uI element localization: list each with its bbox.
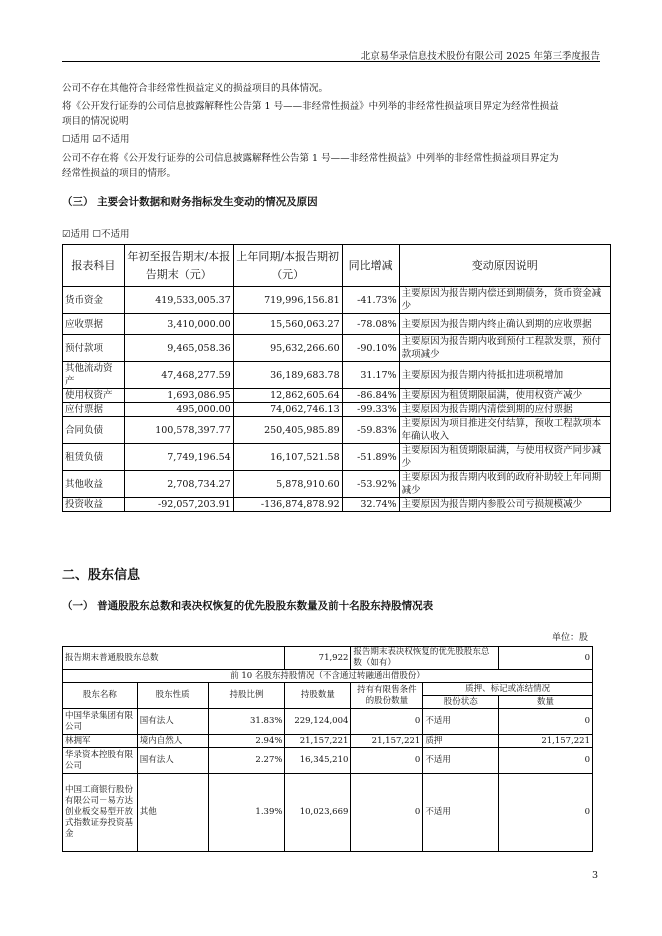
changes-table-row (63, 417, 611, 444)
holder-pledge-qty: 0 (499, 774, 593, 852)
row-change: 31.17% (342, 362, 399, 389)
col-holder-name: 股东名称 (63, 683, 138, 709)
holder-shares: 16,345,210 (285, 748, 351, 774)
row-change: -41.73% (342, 287, 399, 314)
note-line-1: 公司不存在其他符合非经常性损益定义的损益项目的具体情况。 (62, 83, 329, 94)
holder-shares: 21,157,221 (285, 735, 351, 748)
unit-label: 单位：股 (551, 633, 588, 643)
holder-pledge-qty: 0 (499, 748, 593, 774)
col-restricted-shares: 持有有限售条件的股份数量 (351, 683, 423, 709)
holder-type: 国有法人 (137, 748, 208, 774)
header-title: 北京易华录信息技术股份有限公司 2025 年第三季度报告 (360, 51, 600, 62)
col-holder-type: 股东性质 (137, 683, 208, 709)
note-line-2a: 将《公开发行证券的公司信息披露解释性公告第 1 号——非经常性损益》中列举的非经常性损益项目界定为经常性损益 (62, 101, 559, 112)
row-item: 合同负债 (63, 417, 125, 444)
holder-restricted: 21,157,221 (351, 735, 423, 748)
row-reason: 主要原因为租赁期限届满，使用权资产减少 (399, 389, 610, 403)
changes-table-row (63, 314, 611, 335)
row-reason: 主要原因为租赁期限届满，与使用权资产同步减少 (399, 444, 610, 471)
row-item: 货币资金 (63, 287, 125, 314)
changes-table-row (63, 403, 611, 417)
changes-table (62, 244, 611, 512)
holder-restricted: 0 (351, 774, 423, 852)
row-previous: 15,560,063.27 (233, 314, 342, 335)
holder-name: 林拥军 (63, 735, 138, 748)
row-current: 9,465,058.36 (124, 335, 233, 362)
holder-type: 国有法人 (137, 709, 208, 735)
col-share-status: 股份状态 (423, 696, 499, 709)
col-change: 同比增减 (342, 245, 399, 287)
pref-holders-label: 报告期末表决权恢复的优先股股东总数（如有） (351, 647, 499, 670)
row-previous: 74,062,746.13 (233, 403, 342, 417)
row-current: -92,057,203.91 (124, 498, 233, 512)
holder-row (63, 735, 593, 748)
row-reason: 主要原因为项目推进交付结算，预收工程款项本年确认收入 (399, 417, 610, 444)
row-current: 100,578,397.77 (124, 417, 233, 444)
col-previous: 上年同期/本报告期初（元） (233, 245, 342, 287)
row-previous: 95,632,266.60 (233, 335, 342, 362)
changes-table-row (63, 498, 611, 512)
section-3-title: （三） 主要会计数据和财务指标发生变动的情况及原因 (62, 196, 318, 208)
row-current: 1,693,086.95 (124, 389, 233, 403)
col-holding-pct: 持股比例 (208, 683, 285, 709)
changes-table-header (63, 245, 611, 287)
holder-name: 中国华录集团有限公司 (63, 709, 138, 735)
col-pledge-group: 质押、标记或冻结情况 (423, 683, 593, 696)
changes-table-row (63, 444, 611, 471)
row-previous: 5,878,910.60 (233, 471, 342, 498)
holder-shares: 10,023,669 (285, 774, 351, 852)
totals-row (63, 647, 593, 670)
shareholders-table (62, 646, 593, 852)
row-reason: 主要原因为报告期内清偿到期的应付票据 (399, 403, 610, 417)
holder-status: 不适用 (423, 709, 499, 735)
holder-restricted: 0 (351, 748, 423, 774)
row-change: -99.33% (342, 403, 399, 417)
row-change: -59.83% (342, 417, 399, 444)
row-previous: -136,874,878.92 (233, 498, 342, 512)
page-number: 3 (591, 870, 598, 881)
holder-pct: 31.83% (208, 709, 285, 735)
row-change: -90.10% (342, 335, 399, 362)
row-change: -53.92% (342, 471, 399, 498)
changes-table-row (63, 471, 611, 498)
row-reason: 主要原因为报告期内参股公司亏损规模减少 (399, 498, 610, 512)
total-holders-value: 71,922 (285, 647, 351, 670)
holder-pct: 2.94% (208, 735, 285, 748)
holder-name: 华录资本控股有限公司 (63, 748, 138, 774)
row-item: 应收票据 (63, 314, 125, 335)
col-holding-shares: 持股数量 (285, 683, 351, 709)
row-reason: 主要原因为报告期内偿还到期债务，货币资金减少 (399, 287, 610, 314)
page-header (0, 0, 662, 62)
holder-row (63, 774, 593, 852)
row-previous: 250,405,985.89 (233, 417, 342, 444)
holder-type: 境内自然人 (137, 735, 208, 748)
checkbox-applicable: ☑适用 ☐不适用 (62, 229, 130, 240)
changes-table-row (63, 335, 611, 362)
row-current: 7,749,196.54 (124, 444, 233, 471)
holder-restricted: 0 (351, 709, 423, 735)
holder-pct: 2.27% (208, 748, 285, 774)
row-item: 使用权资产 (63, 389, 125, 403)
part-2-title: 二、股东信息 (62, 568, 141, 583)
col-item: 报表科目 (63, 245, 125, 287)
row-item: 其他流动资产 (63, 362, 125, 389)
changes-table-row (63, 389, 611, 403)
holder-pledge-qty: 0 (499, 709, 593, 735)
row-current: 495,000.00 (124, 403, 233, 417)
holder-status: 不适用 (423, 748, 499, 774)
row-current: 419,533,005.37 (124, 287, 233, 314)
row-previous: 16,107,521.58 (233, 444, 342, 471)
holder-pct: 1.39% (208, 774, 285, 852)
holder-row (63, 748, 593, 774)
note-line-3b: 经常性损益的项目的情形。 (62, 168, 177, 179)
holder-name: 中国工商银行股份有限公司－易方达创业板交易型开放式指数证券投资基金 (63, 774, 138, 852)
holder-status: 不适用 (423, 774, 499, 852)
note-line-3a: 公司不存在将《公开发行证券的公司信息披露解释性公告第 1 号——非经常性损益》中列举的非经常性损益项目界定为 (62, 153, 559, 164)
changes-table-row (63, 287, 611, 314)
col-pledge-qty: 数量 (499, 696, 593, 709)
holders-header-row-1 (63, 683, 593, 696)
top10-caption: 前 10 名股东持股情况（不含通过转融通出借股份） (63, 670, 593, 683)
pref-holders-value: 0 (499, 647, 593, 670)
row-previous: 36,189,683.78 (233, 362, 342, 389)
row-reason: 主要原因为报告期内收到的政府补助较上年同期减少 (399, 471, 610, 498)
row-current: 3,410,000.00 (124, 314, 233, 335)
row-reason: 主要原因为报告期内待抵扣进项税增加 (399, 362, 610, 389)
row-previous: 719,996,156.81 (233, 287, 342, 314)
holder-type: 其他 (137, 774, 208, 852)
shareholder-table-title: （一） 普通股股东总数和表决权恢复的优先股股东数量及前十名股东持股情况表 (62, 600, 434, 612)
row-change: -51.89% (342, 444, 399, 471)
row-change: -78.08% (342, 314, 399, 335)
total-holders-label: 报告期末普通股股东总数 (63, 647, 285, 670)
row-item: 投资收益 (63, 498, 125, 512)
row-item: 租赁负债 (63, 444, 125, 471)
holder-status: 质押 (423, 735, 499, 748)
row-item: 其他收益 (63, 471, 125, 498)
row-item: 应付票据 (63, 403, 125, 417)
row-previous: 12,862,605.64 (233, 389, 342, 403)
checkbox-not-applicable: ☐适用 ☑不适用 (62, 134, 130, 145)
top10-caption-row (63, 670, 593, 683)
row-change: 32.74% (342, 498, 399, 512)
note-line-2b: 项目的情况说明 (62, 116, 129, 127)
col-reason: 变动原因说明 (399, 245, 610, 287)
header-divider (62, 61, 600, 62)
holder-shares: 229,124,004 (285, 709, 351, 735)
col-current: 年初至报告期末/本报告期末（元） (124, 245, 233, 287)
row-current: 2,708,734.27 (124, 471, 233, 498)
row-reason: 主要原因为报告期内终止确认到期的应收票据 (399, 314, 610, 335)
row-reason: 主要原因为报告期内收到预付工程款发票，预付款项减少 (399, 335, 610, 362)
holder-pledge-qty: 21,157,221 (499, 735, 593, 748)
row-change: -86.84% (342, 389, 399, 403)
row-current: 47,468,277.59 (124, 362, 233, 389)
row-item: 预付款项 (63, 335, 125, 362)
holder-row (63, 709, 593, 735)
changes-table-row (63, 362, 611, 389)
